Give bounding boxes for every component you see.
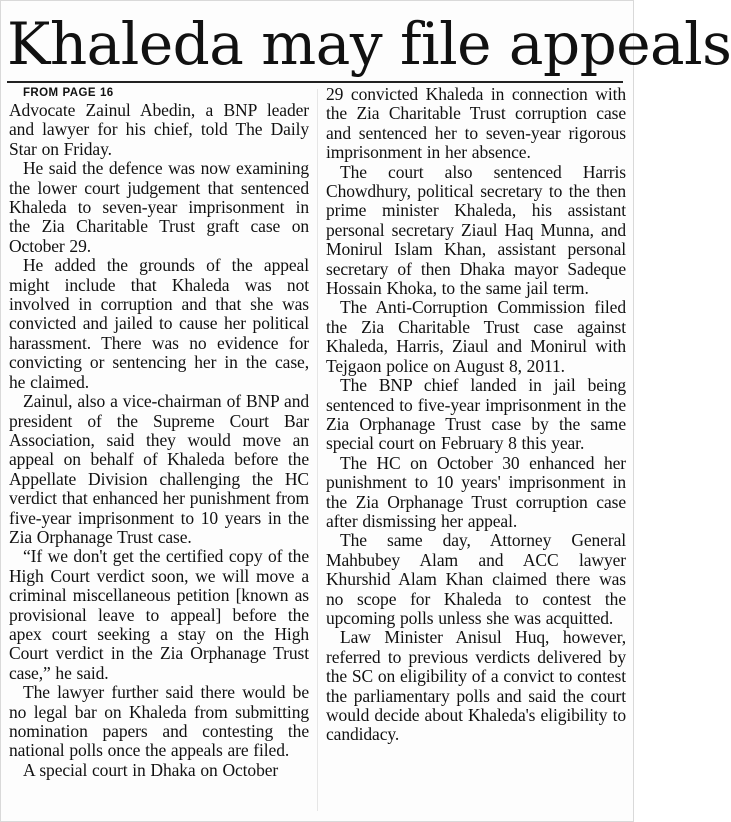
paragraph: He said the defence was now examining the lower court judgement that sentenced Khaleda to seven-year imprisonment in the Zia Charitable Trust graft case on October 29. xyxy=(9,158,309,256)
paragraph: The BNP chief landed in jail being sentenced to five-year imprisonment in the Zia Orphanage Trust case by the same special court on February 8 this year. xyxy=(326,375,626,454)
paragraph: The court also sentenced Harris Chowdhury, political secretary to the then prime minister Khaleda, his assistant personal secretary Ziaul Haq Munna, and Monirul Islam Khan, assistant personal secretary of then Dhaka mayor Sadeque Hossain Khoka, to the same jail term. xyxy=(326,161,626,299)
paragraph: The HC on October 30 enhanced her punishment to 10 years' imprisonment in the Zia Orphanage Trust corruption case after dismissing her appeal. xyxy=(326,452,626,531)
paragraph: He added the grounds of the appeal might include that Khaleda was not involved in corruption and that she was convicted and jailed to cause her political harassment. There was no evidence for convicting or sentencing her in the case, he claimed. xyxy=(9,255,309,392)
article-column-left xyxy=(9,85,309,780)
headline-rule xyxy=(7,81,623,83)
headline: Khaleda may file appeals xyxy=(7,10,731,78)
article-column-right xyxy=(326,85,626,745)
paragraph: “If we don't get the certified copy of the High Court verdict soon, we will move a criminal miscellaneous petition [known as provisional leave to appeal] before the apex court seeking a stay on the High Court verdict in the Zia Orphanage Trust case,” he said. xyxy=(9,546,309,683)
dateline: FROM PAGE 16 xyxy=(23,87,114,99)
paragraph: The lawyer further said there would be no legal bar on Khaleda from submitting nomination papers and contesting the national polls once the appeals are filed. xyxy=(9,682,309,761)
paragraph: Zainul, also a vice-chairman of BNP and president of the Supreme Court Bar Association, said they would move an appeal on behalf of Khaleda before the Appellate Division challenging the HC verdict that enhanced her punishment from five-year imprisonment to 10 years in the Zia Orphanage Trust case. xyxy=(9,391,309,547)
paragraph: The Anti-Corruption Commission filed the Zia Charitable Trust case against Khaleda, Harris, Ziaul and Monirul with Tejgaon police on August 8, 2011. xyxy=(326,297,626,376)
column-divider xyxy=(317,89,318,811)
paragraph: A special court in Dhaka on October xyxy=(23,759,279,780)
paragraph: Law Minister Anisul Huq, however, referred to previous verdicts delivered by the SC on eligibility of a convict to contest the parliamentary polls and said the court would decide about Khaleda's eligibility to candidacy. xyxy=(326,627,626,745)
paragraph: The same day, Attorney General Mahbubey Alam and ACC lawyer Khurshid Alam Khan claimed there was no scope for Khaleda to contest the upcoming polls unless she was acquitted. xyxy=(326,530,626,628)
paragraph: Advocate Zainul Abedin, a BNP leader and lawyer for his chief, told The Daily Star on Friday. xyxy=(9,100,309,159)
paragraph: 29 convicted Khaleda in connection with the Zia Charitable Trust corruption case and sentenced her to seven-year rigorous imprisonment in her absence. xyxy=(326,84,626,163)
